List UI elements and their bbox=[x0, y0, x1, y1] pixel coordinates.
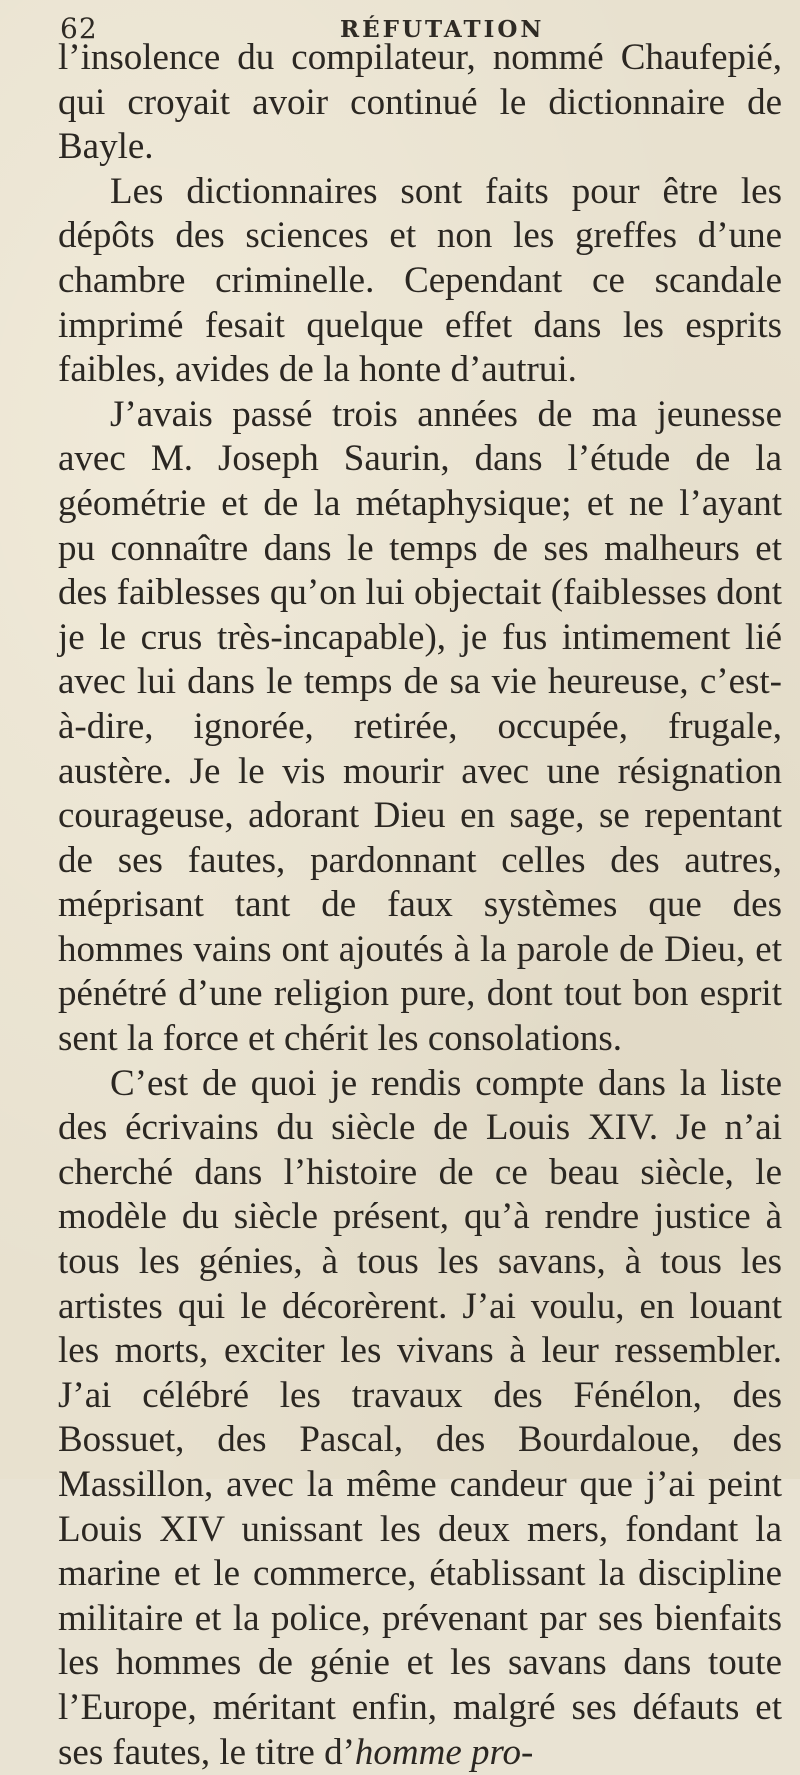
paragraph-louis-xiv-text: C’est de quoi je rendis compte dans la liste des écrivains du siècle de Louis XIV. Je n’ai cherché dans l’histoire de ce beau siècle, le modèle du siècle présent, qu’à rendre justice à tous les génies, à tous les savans, à tous les artistes qui le décorèrent. J’ai voulu, en louant les morts, exciter les vivans à leur ressembler. J’ai célébré les travaux des Fénélon, des Bossuet, des Pascal, des Bourdaloue, des Massillon, avec la même candeur que j’ai peint Louis XIV unissant les deux mers, fondant la marine et le commerce, établissant la discipline militaire et la police, prévenant par ses bienfaits les hommes de génie et les savans dans toute l’Europe, méritant enfin, malgré ses défauts et ses fautes, le titre d’ bbox=[58, 1062, 782, 1773]
paragraph-dictionaries: Les dictionnaires sont faits pour être les dépôts des sciences et non les greffes d’une chambre criminelle. Cependant ce scandale imprimé fesait quelque effet dans les esprits faibles, avides de la honte d’autrui. bbox=[58, 170, 782, 391]
italic-phrase: homme pro- bbox=[354, 1731, 534, 1773]
body-text bbox=[58, 36, 782, 1775]
paragraph-continuation: l’insolence du compilateur, nommé Chaufepié, qui croyait avoir continué le dictionnaire de Bayle. bbox=[58, 37, 782, 168]
paragraph-louis-xiv bbox=[58, 1062, 782, 1775]
page-number: 62 bbox=[60, 12, 98, 45]
paragraph-saurin: J’avais passé trois années de ma jeunesse avec M. Joseph Saurin, dans l’étude de la géométrie et de la métaphysique; et ne l’ayant pu connaître dans le temps de ses malheurs et des faiblesses qu’on lui objectait (faiblesses dont je le crus très-incapable), je fus intimement lié avec lui dans le temps de sa vie heureuse, c’est-à-dire, ignorée, retirée, occupée, frugale, austère. Je le vis mourir avec une résignation courageuse, adorant Dieu en sage, se repentant de ses fautes, pardonnant celles des autres, méprisant tant de faux systèmes que des hommes vains ont ajoutés à la parole de Dieu, et pénétré d’une religion pure, dont tout bon esprit sent la force et chérit les consolations. bbox=[58, 393, 782, 1060]
running-head: RÉFUTATION bbox=[340, 16, 545, 43]
